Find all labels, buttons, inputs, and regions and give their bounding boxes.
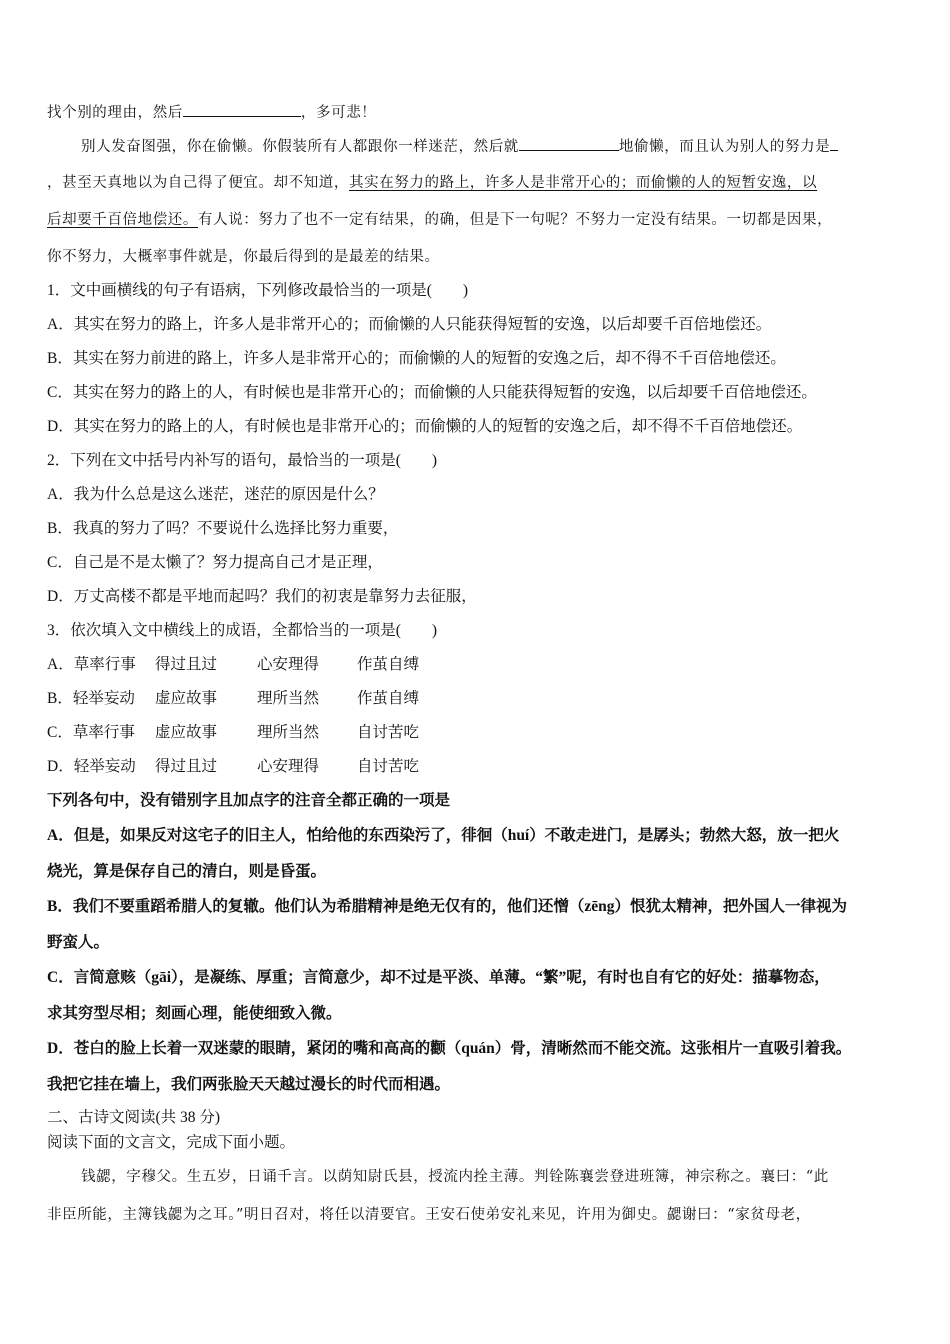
option-word: 得过且过	[155, 758, 218, 775]
q4-option-b-line2: 野蛮人。	[47, 934, 110, 951]
option-word: 作茧自缚	[357, 690, 420, 707]
q1-option-c: C．其实在努力的路上的人，有时候也是非常开心的；而偷懒的人只能获得短暂的安逸，以后却要千百倍地偿还。	[47, 384, 817, 401]
q3-option-d	[47, 757, 419, 777]
option-word: D．轻举妄动	[47, 758, 136, 775]
q4-stem: 下列各句中，没有错别字且加点字的注音全都正确的一项是	[47, 792, 451, 809]
q3-option-c	[47, 723, 419, 743]
passage-line-2	[47, 136, 838, 157]
option-word: 心安理得	[257, 656, 320, 673]
option-word: 自讨苦吃	[357, 724, 420, 741]
option-word: 心安理得	[257, 758, 320, 775]
passage-text: ，甚至天真地以为自己得了便宜。却不知道，	[47, 175, 349, 191]
q4-option-c-line1: C．言简意赅（gāi），是凝练、厚重；言简意少，却不过是平淡、单薄。“繁”呢，有时也自有它的好处：描摹物态，	[47, 969, 830, 986]
q2-stem: 2．下列在文中括号内补写的语句，最恰当的一项是( )	[47, 452, 438, 469]
passage-text: 别人发奋图强，你在偷懒。你假装所有人都跟你一样迷茫，然后就	[81, 139, 519, 155]
fill-blank	[830, 136, 838, 151]
q4-option-d-line2: 我把它挂在墙上，我们两张脸天天越过漫长的时代而相遇。	[47, 1076, 451, 1093]
classical-text-line-1: 钱勰，字穆父。生五岁，日诵千言。以荫知尉氏县，授流内拴主薄。判铨陈襄尝登进班簿，神宗称之。襄曰：“此	[81, 1169, 829, 1185]
passage-text: 有人说：努力了也不一定有结果，的确，但是下一句呢？不努力一定没有结果。一切都是因果，	[198, 212, 833, 228]
option-word: 理所当然	[257, 690, 320, 707]
classical-text-line-2: 非臣所能，主簿钱勰为之耳。”明日召对，将任以清要官。王安石使弟安礼来见，许用为御史。勰谢曰：“家贫母老，	[47, 1207, 811, 1223]
q2-option-c: C．自己是不是太懒了？努力提高自己才是正理，	[47, 554, 383, 571]
passage-line-3	[47, 173, 817, 193]
q1-stem: 1．文中画横线的句子有语病，下列修改最恰当的一项是( )	[47, 282, 469, 299]
q2-option-a: A．我为什么总是这么迷茫，迷茫的原因是什么？	[47, 486, 384, 503]
q3-stem: 3．依次填入文中横线上的成语，全都恰当的一项是( )	[47, 622, 438, 639]
q2-option-b: B．我真的努力了吗？不要说什么选择比努力重要，	[47, 520, 399, 537]
q2-option-d: D．万丈高楼不都是平地而起吗？我们的初衷是靠努力去征服，	[47, 588, 477, 605]
fill-blank	[519, 136, 619, 151]
q4-option-d-line1: D．苍白的脸上长着一双迷蒙的眼睛，紧闭的嘴和高高的颧（quán）骨，清晰然而不能交流。这张相片一直吸引着我。	[47, 1040, 852, 1057]
section-heading: 二、古诗文阅读(共 38 分)	[47, 1109, 221, 1126]
option-word: 作茧自缚	[357, 656, 420, 673]
passage-text: 找个别的理由，然后	[47, 105, 183, 121]
q4-option-a-line2: 烧光，算是保存自己的清白，则是昏蛋。	[47, 863, 327, 880]
passage-text: 地偷懒，而且认为别人的努力是	[618, 139, 831, 155]
underlined-sentence: 后却要千百倍地偿还。	[47, 212, 198, 228]
option-word: B．轻举妄动	[47, 690, 135, 707]
section-instruction: 阅读下面的文言文，完成下面小题。	[47, 1134, 296, 1151]
passage-line-4	[47, 210, 832, 230]
option-word: 理所当然	[257, 724, 320, 741]
option-word: C．草率行事	[47, 724, 135, 741]
passage-line-1	[47, 102, 376, 123]
option-word: A．草率行事	[47, 656, 136, 673]
q1-option-b: B．其实在努力前进的路上，许多人是非常开心的；而偷懒的人的短暂的安逸之后，却不得不千百倍地偿还。	[47, 350, 786, 367]
option-word: 自讨苦吃	[357, 758, 420, 775]
option-word: 虚应故事	[155, 724, 218, 741]
passage-text: ，多可悲！	[300, 105, 377, 121]
option-word: 得过且过	[155, 656, 218, 673]
q4-option-a-line1: A．但是，如果反对这宅子的旧主人，怕给他的东西染污了，徘徊（huí）不敢走进门，是孱头；勃然大怒，放一把火	[47, 827, 840, 844]
q4-option-b-line1: B．我们不要重蹈希腊人的复辙。他们认为希腊精神是绝无仅有的，他们还憎（zēng）恨犹太精神，把外国人一律视为	[47, 898, 847, 915]
passage-line-5: 你不努力，大概率事件就是，你最后得到的是最差的结果。	[47, 249, 440, 265]
fill-blank	[183, 102, 301, 117]
q1-option-a: A．其实在努力的路上，许多人是非常开心的；而偷懒的人只能获得短暂的安逸，以后却要千百倍地偿还。	[47, 316, 772, 333]
q3-option-a	[47, 655, 419, 675]
underlined-sentence: 其实在努力的路上，许多人是非常开心的；而偷懒的人的短暂安逸，以	[349, 175, 818, 191]
q4-option-c-line2: 求其穷型尽相；刻画心理，能使细致入微。	[47, 1005, 342, 1022]
q3-option-b	[47, 689, 419, 709]
q1-option-d: D．其实在努力的路上的人，有时候也是非常开心的；而偷懒的人的短暂的安逸之后，却不得不千百倍地偿还。	[47, 418, 803, 435]
option-word: 虚应故事	[155, 690, 218, 707]
